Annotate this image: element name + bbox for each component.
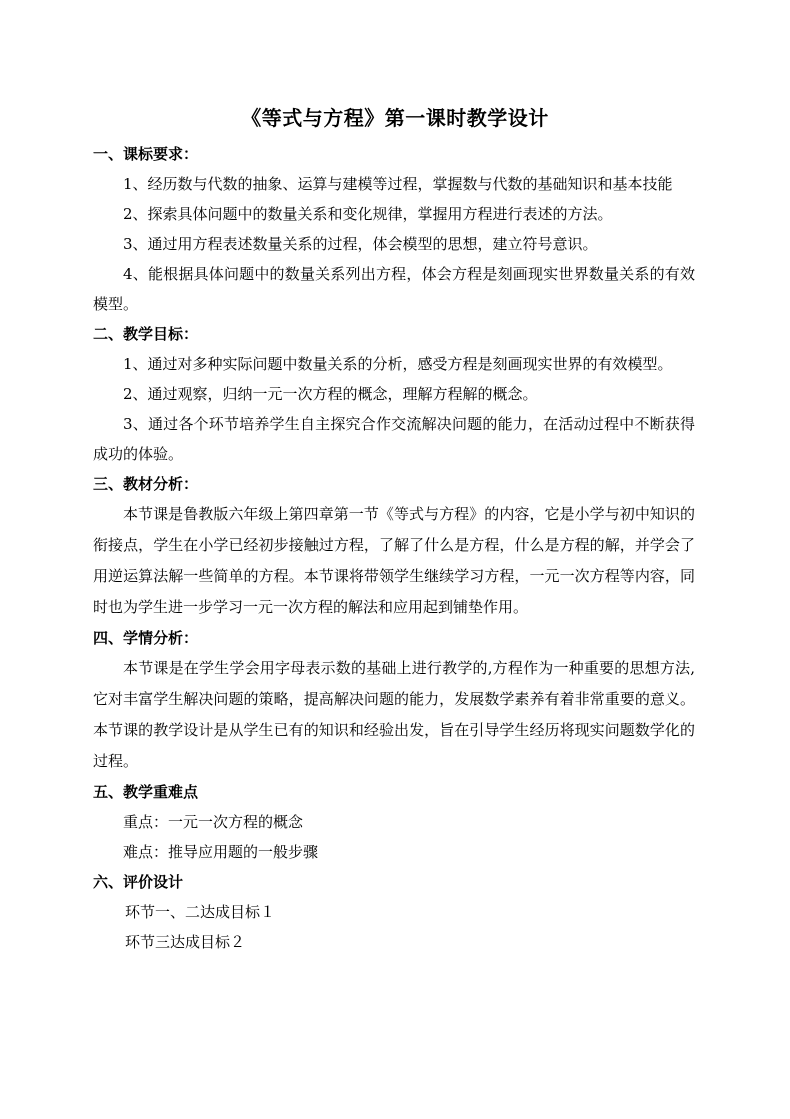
section-heading: 四、学情分析： <box>93 629 199 647</box>
key-point-line: 重点：一元一次方程的概念 <box>123 813 304 831</box>
paragraph: 2、探索具体问题中的数量关系和变化规律，掌握用方程进行表述的方法。 <box>123 205 613 223</box>
section-heading: 六、评价设计 <box>93 873 184 891</box>
difficulty-line: 难点：推导应用题的一般步骤 <box>123 843 319 861</box>
paragraph: 3、通过各个环节培养学生自主探究合作交流解决问题的能力，在活动过程中不断获得成功的体验。 <box>93 415 695 463</box>
paragraph: 4、能根据具体问题中的数量关系列出方程，体会方程是刻画现实世界数量关系的有效模型。 <box>93 265 695 313</box>
section-heading: 一、课标要求： <box>93 145 199 163</box>
section-textbook-analysis <box>93 469 695 623</box>
section-key-points <box>93 777 695 867</box>
section-student-analysis <box>93 623 695 777</box>
document-title: 《等式与方程》第一课时教学设计 <box>241 106 549 130</box>
evaluation-line: 环节三达成目标２ <box>125 933 246 951</box>
section-objectives <box>93 319 695 469</box>
section-heading: 二、教学目标： <box>93 325 199 343</box>
document-body <box>93 139 695 957</box>
paragraph: 1、经历数与代数的抽象、运算与建模等过程，掌握数与代数的基础知识和基本技能 <box>123 175 673 193</box>
paragraph: 1、通过对多种实际问题中数量关系的分析，感受方程是刻画现实世界的有效模型。 <box>123 355 673 373</box>
paragraph: 本节课是在学生学会用字母表示数的基础上进行教学的,方程作为一种重要的思想方法,它对丰富学生解决问题的策略，提高解决问题的能力，发展数学素养有着非常重要的意义。本节课的教学设计是从学生已有的知识和经验出发，旨在引导学生经历将现实问题数学化的过程。 <box>93 659 695 770</box>
paragraph: 2、通过观察，归纳一元一次方程的概念，理解方程解的概念。 <box>123 385 538 403</box>
section-heading: 三、教材分析： <box>93 475 199 493</box>
section-evaluation <box>93 867 695 957</box>
section-heading: 五、教学重难点 <box>93 783 199 801</box>
paragraph: 本节课是鲁教版六年级上第四章第一节《等式与方程》的内容，它是小学与初中知识的衔接点，学生在小学已经初步接触过方程，了解了什么是方程，什么是方程的解，并学会了用逆运算法解一些简单的方程。本节课将带领学生继续学习方程，一元一次方程等内容，同时也为学生进一步学习一元一次方程的解法和应用起到铺垫作用。 <box>93 505 695 616</box>
paragraph: 3、通过用方程表述数量关系的过程，体会模型的思想，建立符号意识。 <box>123 235 598 253</box>
evaluation-line: 环节一、二达成目标１ <box>125 903 276 921</box>
section-standards <box>93 139 695 319</box>
